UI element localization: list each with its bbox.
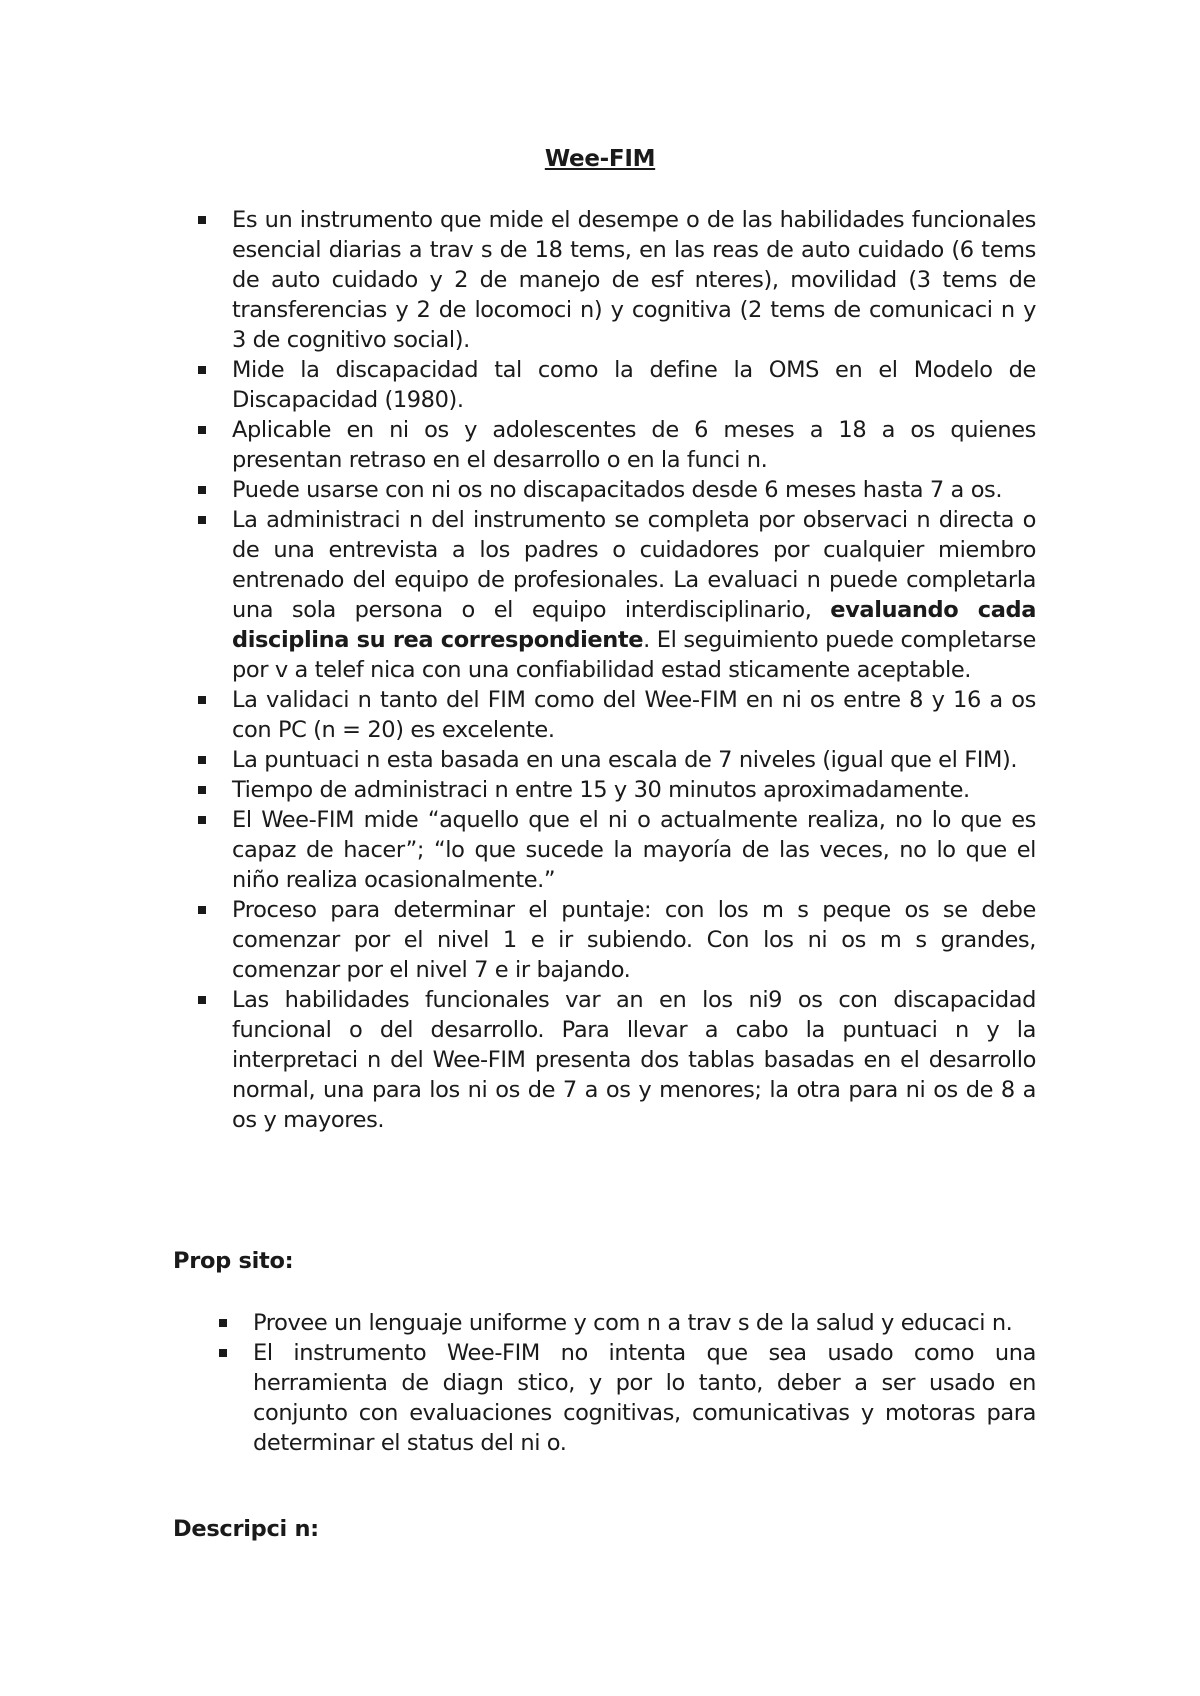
bullet-square-icon [198,906,206,914]
bullet-square-icon [198,516,206,524]
list-item [232,745,1036,775]
list-item-text: Mide la discapacidad tal como la define la OMS en el Modelo de Discapacidad (1980). [232,357,1036,413]
bullet-square-icon [198,816,206,824]
list-item [232,895,1036,985]
bullet-square-icon [198,756,206,764]
list-item-bold-text: evaluando cada disciplina su rea correspondiente [232,597,1036,653]
list-item-text: La validaci n tanto del FIM como del Wee-FIM en ni os entre 8 y 16 a os con PC (n = 20) es excelente. [232,687,1036,743]
list-item-text: El instrumento Wee-FIM no intenta que sea usado como una herramienta de diagn stico, y por lo tanto, deber a ser usado en conjunto con evaluaciones cognitivas, comunicativas y motoras para determinar el status del ni o. [253,1340,1036,1456]
list-item [253,1308,1036,1338]
list-item [232,355,1036,415]
list-item [232,415,1036,475]
list-item-text: Provee un lenguaje uniforme y com n a trav s de la salud y educaci n. [253,1310,1013,1336]
descripcion-heading: Descripci n: [173,1516,319,1542]
list-item-text: Es un instrumento que mide el desempe o de las habilidades funcionales esencial diarias a trav s de 18 tems, en las reas de auto cuidado (6 tems de auto cuidado y 2 de manejo de esf nteres), movilidad (3 tems de transferencias y 2 de locomoci n) y cognitiva (2 tems de comunicaci n y 3 de cognitivo social). [232,207,1036,353]
bullet-square-icon [198,486,206,494]
bullet-square-icon [198,696,206,704]
list-item-text: La puntuaci n esta basada en una escala de 7 niveles (igual que el FIM). [232,747,1018,773]
bullet-square-icon [198,786,206,794]
list-item-text: Puede usarse con ni os no discapacitados desde 6 meses hasta 7 a os. [232,477,1003,503]
main-bullet-list [232,205,1036,1135]
list-item-text: Las habilidades funcionales var an en los ni9 os con discapacidad funcional o del desarrollo. Para llevar a cabo la puntuaci n y la interpretaci n del Wee-FIM presenta dos tablas basadas en el desarrollo normal, una para los ni os de 7 a os y menores; la otra para ni os de 8 a os y mayores. [232,987,1036,1133]
list-item [232,475,1036,505]
list-item [232,685,1036,745]
bullet-square-icon [198,426,206,434]
list-item-text: Aplicable en ni os y adolescentes de 6 meses a 18 a os quienes presentan retraso en el desarrollo o en la funci n. [232,417,1036,473]
bullet-square-icon [198,216,206,224]
bullet-square-icon [198,996,206,1004]
bullet-square-icon [219,1319,227,1327]
proposito-bullet-list [253,1308,1036,1458]
list-item-text: Proceso para determinar el puntaje: con los m s peque os se debe comenzar por el nivel 1 e ir subiendo. Con los ni os m s grandes, comenzar por el nivel 7 e ir bajando. [232,897,1036,983]
list-item-text-before: La administraci n del instrumento se completa por observaci n directa o de una entrevista a los padres o cuidadores por cualquier miembro entrenado del equipo de profesionales. La evaluaci n puede completarla una sola persona o el equipo interdisciplinario, [232,507,1036,623]
bullet-square-icon [219,1349,227,1357]
list-item [232,205,1036,355]
document-title: Wee-FIM [544,146,656,172]
proposito-heading: Prop sito: [173,1248,294,1274]
list-item-text: Tiempo de administraci n entre 15 y 30 minutos aproximadamente. [232,777,970,803]
list-item [232,805,1036,895]
list-item [232,505,1036,685]
list-item [253,1338,1036,1458]
list-item [232,775,1036,805]
bullet-square-icon [198,366,206,374]
list-item-text-after: . El seguimiento puede completarse por v a telef nica con una confiabilidad estad sticamente aceptable. [232,627,1036,683]
list-item-text: El Wee-FIM mide “aquello que el ni o actualmente realiza, no lo que es capaz de hacer”; “lo que sucede la mayoría de las veces, no lo que el niño realiza ocasionalmente.” [232,807,1036,893]
list-item [232,985,1036,1135]
